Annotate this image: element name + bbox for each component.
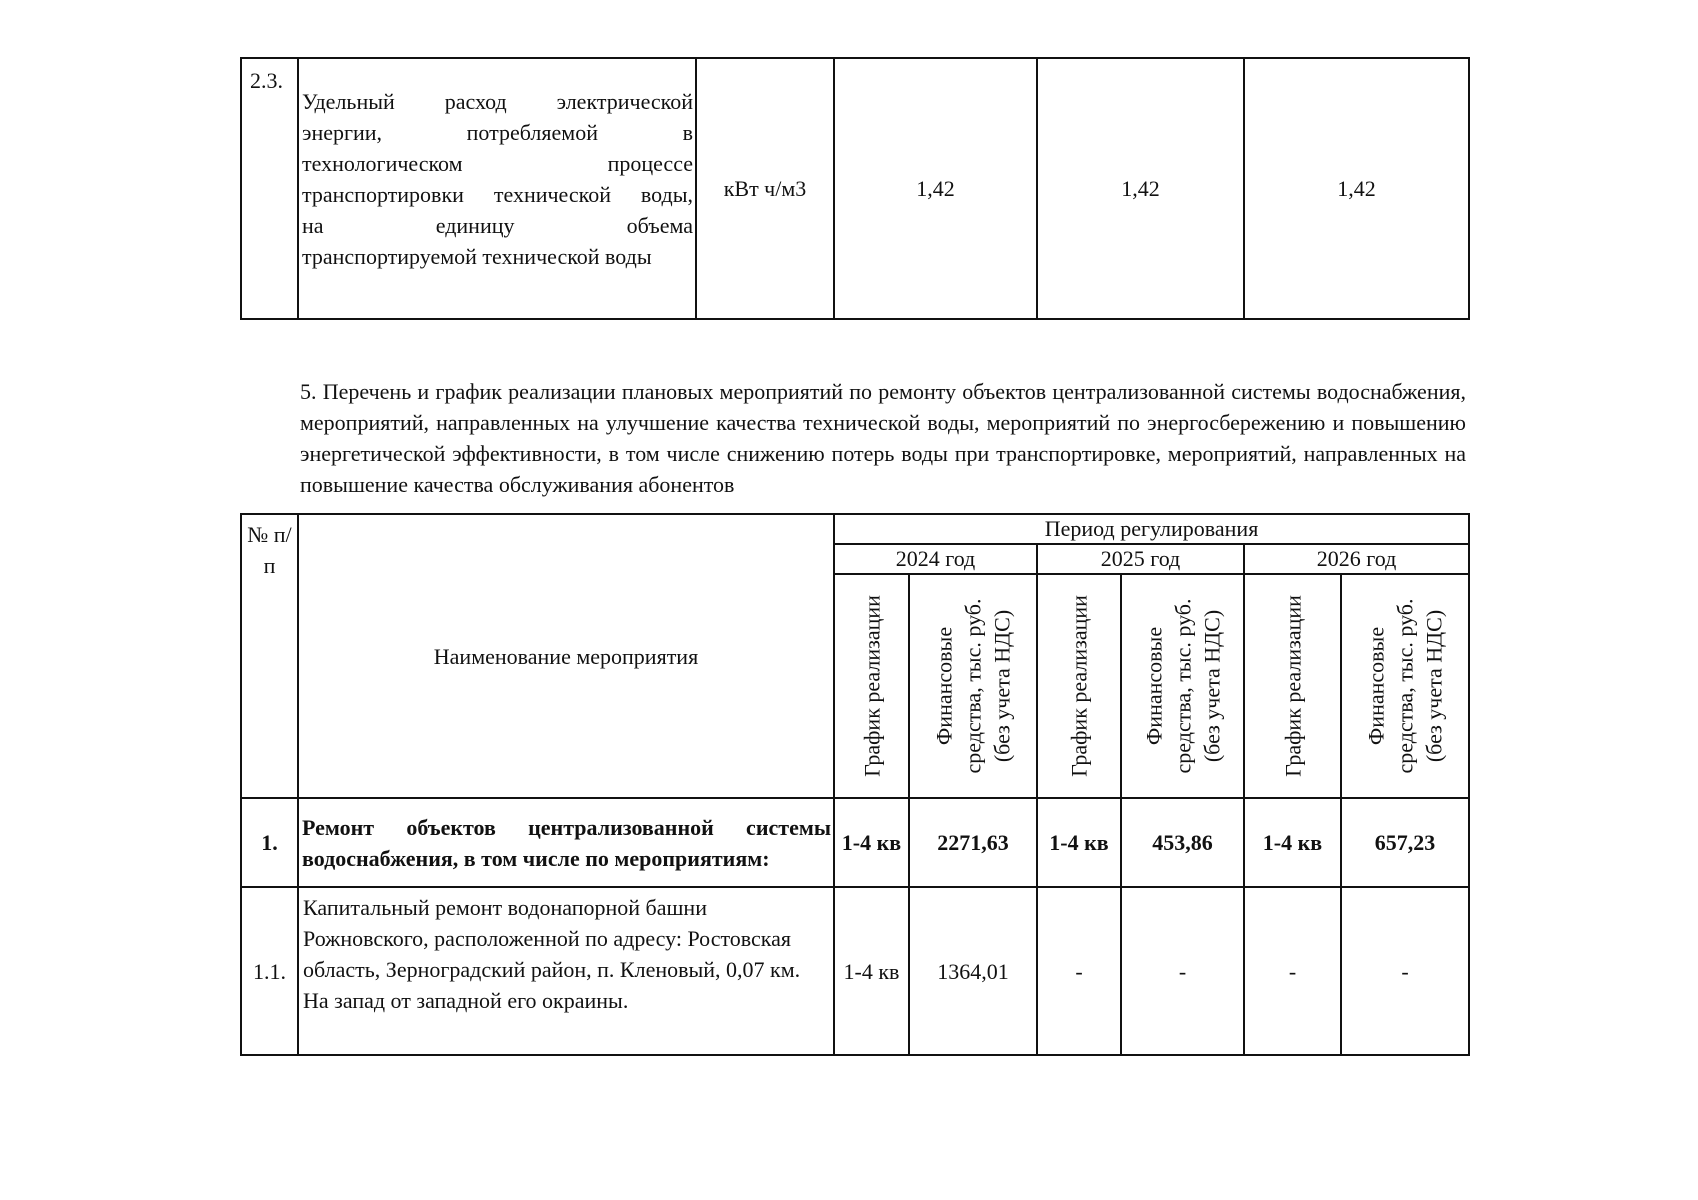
period-header: Период регулирования bbox=[834, 514, 1469, 544]
finance-cell: 2271,63 bbox=[909, 798, 1037, 887]
year-header: 2024 год bbox=[834, 544, 1037, 574]
value-cell: 1,42 bbox=[1037, 58, 1244, 319]
plan-table bbox=[240, 513, 1470, 1056]
table-row bbox=[241, 887, 1469, 1055]
schedule-cell: - bbox=[1037, 887, 1121, 1055]
table-row bbox=[241, 798, 1469, 887]
finance-cell: 657,23 bbox=[1341, 798, 1469, 887]
schedule-header: График реализации bbox=[834, 574, 909, 798]
year-header: 2025 год bbox=[1037, 544, 1244, 574]
number-header: № п/п bbox=[241, 514, 298, 798]
finance-header: Финансовые средства, тыс. руб. (без учета НДС) bbox=[909, 574, 1037, 798]
finance-header: Финансовые средства, тыс. руб. (без учета НДС) bbox=[1121, 574, 1244, 798]
table-row bbox=[241, 58, 1469, 319]
section-heading: 5. Перечень и график реализации плановых мероприятий по ремонту объектов централизованной системы водоснабжения, мероприятий, направленных на улучшение качества технической воды, мероприятий по энергосбережению и повышению энергетической эффективности, в том числе снижению потерь воды при транспортировке, мероприятий, направленных на повышение качества обслуживания абонентов bbox=[300, 379, 1466, 497]
schedule-header: График реализации bbox=[1037, 574, 1121, 798]
schedule-cell: - bbox=[1244, 887, 1341, 1055]
indicator-table bbox=[240, 57, 1470, 320]
unit-cell: кВт ч/м3 bbox=[696, 58, 834, 319]
row-number: 1.1. bbox=[241, 887, 298, 1055]
finance-cell: - bbox=[1341, 887, 1469, 1055]
header-row bbox=[241, 514, 1469, 544]
year-header: 2026 год bbox=[1244, 544, 1469, 574]
row-number: 1. bbox=[241, 798, 298, 887]
schedule-header: График реализации bbox=[1244, 574, 1341, 798]
row-number: 2.3. bbox=[241, 58, 298, 319]
value-cell: 1,42 bbox=[834, 58, 1037, 319]
value-cell: 1,42 bbox=[1244, 58, 1469, 319]
schedule-cell: 1-4 кв bbox=[834, 798, 909, 887]
finance-cell: 453,86 bbox=[1121, 798, 1244, 887]
name-header: Наименование мероприятия bbox=[298, 514, 834, 798]
finance-cell: - bbox=[1121, 887, 1244, 1055]
schedule-cell: 1-4 кв bbox=[834, 887, 909, 1055]
indicator-name: Удельный расход электрической энергии, потребляемой в технологическом процессе транспортировки технической воды, на единицу объема транспортируемой технической воды bbox=[298, 58, 696, 319]
activity-name: Ремонт объектов централизованной системы водоснабжения, в том числе по мероприятиям: bbox=[298, 798, 834, 887]
schedule-cell: 1-4 кв bbox=[1037, 798, 1121, 887]
activity-name: Капитальный ремонт водонапорной башни Рожновского, расположенной по адресу: Ростовская область, Зерноградский район, п. Кленовый, 0,07 км. На запад от западной его окраины. bbox=[298, 887, 834, 1055]
finance-cell: 1364,01 bbox=[909, 887, 1037, 1055]
finance-header: Финансовые средства, тыс. руб. (без учета НДС) bbox=[1341, 574, 1469, 798]
schedule-cell: 1-4 кв bbox=[1244, 798, 1341, 887]
